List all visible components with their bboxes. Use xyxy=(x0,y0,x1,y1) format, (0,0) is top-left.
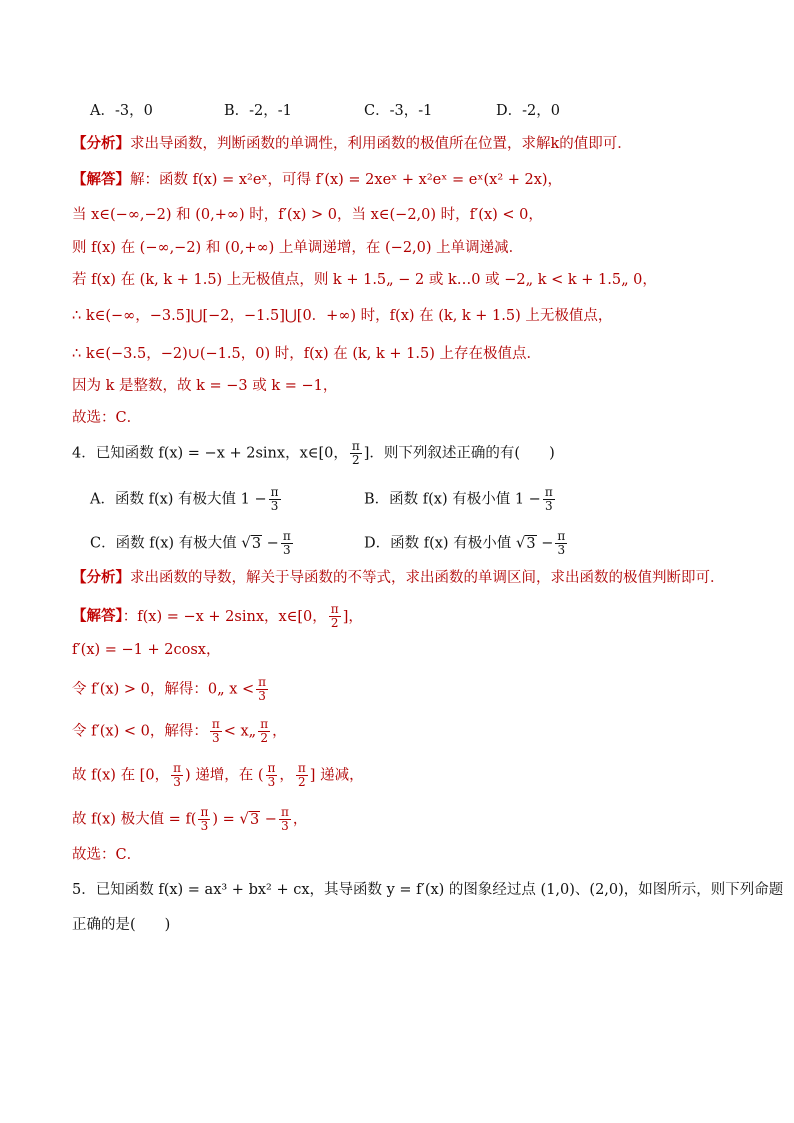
q5-stem-line2: 正确的是( ) xyxy=(72,917,171,933)
fraction-pi-over-3: $\frac{\pi}{3}$ xyxy=(267,761,276,789)
fraction-pi-over-3: $\frac{\pi}{3}$ xyxy=(200,805,209,833)
answer-text: 解：函数 f(x) = x²eˣ，可得 f′(x) = 2xeˣ + x²eˣ = eˣ(x² + 2x)， xyxy=(130,172,563,188)
fraction-pi-over-3: $\frac{\pi}{3}$ xyxy=(282,529,291,557)
analysis-tag: 【分析】 xyxy=(72,135,130,152)
analysis-tag: 【分析】 xyxy=(72,569,130,586)
q3-answer-line3: 则 f(x) 在 (−∞,−2) 和 (0,+∞) 上单调递增，在 (−2,0) 上单调递减． xyxy=(72,240,524,256)
q4-stem-text: 4．已知函数 f(x) = −x + 2sinx，x∈[0， xyxy=(72,445,348,462)
fraction-pi-over-3: $\frac{\pi}{3}$ xyxy=(258,675,267,703)
q3-option-a: A．-3，0 xyxy=(90,103,153,119)
sqrt-icon: √ xyxy=(239,809,249,828)
q4-choose: 故选：C． xyxy=(72,847,142,863)
fraction-pi-over-3: $\frac{\pi}{3}$ xyxy=(270,485,279,513)
fraction-pi-over-2: $\frac{\pi}{2}$ xyxy=(297,761,306,789)
q4-answer-line1: 【解答】：f(x) = −x + 2sinx，x∈[0， $\frac{\pi}{2}$ ]， xyxy=(72,602,363,630)
q4-option-c: C．函数 f(x) 有极大值 √3 − $\frac{\pi}{3}$ xyxy=(90,529,291,557)
q3-answer-line2: 当 x∈(−∞,−2) 和 (0,+∞) 时，f′(x) > 0，当 x∈(−2,0) 时，f′(x) < 0， xyxy=(72,207,543,223)
answer-tag: 【解答】 xyxy=(72,607,123,625)
fraction-pi-over-3: $\frac{\pi}{3}$ xyxy=(544,485,553,513)
q3-analysis xyxy=(72,134,632,154)
fraction-pi-over-2: $\frac{\pi}{2}$ xyxy=(260,717,269,745)
q3-answer-line1 xyxy=(72,170,562,190)
q4-answer-line6: 故 f(x) 极大值 = f( $\frac{\pi}{3}$ ) = √3 − $\frac{\pi}{3}$ ， xyxy=(72,805,308,833)
answer-tag: 【解答】 xyxy=(72,171,130,188)
q4-answer-line4: 令 f′(x) < 0，解得： $\frac{\pi}{3}$ < x„ $\frac{\pi}{2}$ ， xyxy=(72,717,287,745)
q3-option-c: C．-3，-1 xyxy=(364,103,433,119)
q3-option-b: B．-2，-1 xyxy=(224,103,292,119)
q4-answer-line3: 令 f′(x) > 0，解得：0„ x < $\frac{\pi}{3}$ xyxy=(72,675,267,703)
analysis-text: 求出函数的导数，解关于导函数的不等式，求出函数的单调区间，求出函数的极值判断即可． xyxy=(130,570,725,586)
sqrt-icon: √ xyxy=(241,533,251,552)
fraction-pi-over-3: $\frac{\pi}{3}$ xyxy=(280,805,289,833)
q4-answer-line2: f′(x) = −1 + 2cosx， xyxy=(72,642,221,658)
q4-option-b: B．函数 f(x) 有极小值 1 − $\frac{\pi}{3}$ xyxy=(364,485,553,513)
q4-option-d: D．函数 f(x) 有极小值 √3 − $\frac{\pi}{3}$ xyxy=(364,529,566,557)
q4-option-a: A．函数 f(x) 有极大值 1 − $\frac{\pi}{3}$ xyxy=(90,485,279,513)
analysis-text: 求出导函数，判断函数的单调性，利用函数的极值所在位置，求解k的值即可． xyxy=(130,136,632,152)
q4-analysis xyxy=(72,568,725,588)
fraction-pi-over-2: $\frac{\pi}{2}$ xyxy=(330,602,339,630)
q3-choose: 故选：C． xyxy=(72,410,142,426)
fraction-pi-over-3: $\frac{\pi}{3}$ xyxy=(173,761,181,789)
q3-answer-line6: ∴ k∈(−3.5，−2)∪(−1.5，0) 时，f(x) 在 (k, k + 1.5) 上存在极值点． xyxy=(72,346,541,362)
q4-stem-end: ]．则下列叙述正确的有( ) xyxy=(363,445,555,462)
q3-answer-line5: ∴ k∈(−∞，−3.5]⋃[−2，−1.5]⋃[0．+∞) 时，f(x) 在 (k, k + 1.5) 上无极值点， xyxy=(72,308,613,324)
q4-stem xyxy=(72,440,555,467)
fraction-pi-over-2: $\frac{\pi}{2}$ xyxy=(351,439,360,467)
q5-stem-line1: 5．已知函数 f(x) = ax³ + bx² + cx，其导函数 y = f′(x) 的图象经过点 (1,0)、(2,0)，如图所示，则下列命题 xyxy=(72,882,784,898)
q3-option-d: D．-2，0 xyxy=(496,103,560,119)
q4-answer-line5: 故 f(x) 在 [0， $\frac{\pi}{3}$ ) 递增，在 ( $\frac{\pi}{3}$ ， $\frac{\pi}{2}$ ] 递减， xyxy=(72,761,364,789)
q3-answer-line7: 因为 k 是整数，故 k = −3 或 k = −1， xyxy=(72,378,338,394)
q3-answer-line4: 若 f(x) 在 (k, k + 1.5) 上无极值点，则 k + 1.5„ − 2 或 k…0 或 −2„ k < k + 1.5„ 0， xyxy=(72,272,657,288)
fraction-pi-over-3: $\frac{\pi}{3}$ xyxy=(211,717,220,745)
sqrt-icon: √ xyxy=(515,533,526,552)
fraction-pi-over-3: $\frac{\pi}{3}$ xyxy=(557,529,566,557)
